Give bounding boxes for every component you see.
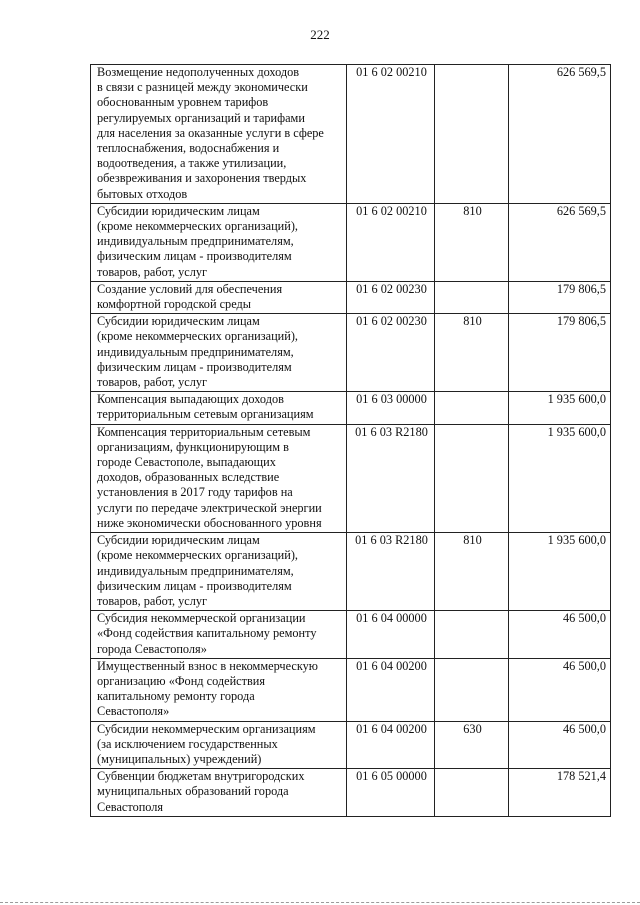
row-amount: 46 500,0 [509, 611, 611, 659]
row-code: 01 6 05 00000 [347, 769, 435, 817]
row-amount: 626 569,5 [509, 65, 611, 204]
row-code: 01 6 04 00200 [347, 721, 435, 769]
row-code: 01 6 03 R2180 [347, 533, 435, 611]
row-expense-type [435, 281, 509, 313]
row-amount: 179 806,5 [509, 314, 611, 392]
row-code: 01 6 02 00230 [347, 314, 435, 392]
row-name: Создание условий для обеспечения комфортной городской среды [91, 281, 347, 313]
row-code: 01 6 03 00000 [347, 392, 435, 424]
row-amount: 179 806,5 [509, 281, 611, 313]
page-bottom-divider [0, 902, 640, 903]
table-row [91, 769, 611, 817]
table-row [91, 533, 611, 611]
row-name: Имущественный взнос в некоммерческую организацию «Фонд содействия капитальному ремонту города Севастополя» [91, 658, 347, 721]
row-code: 01 6 02 00230 [347, 281, 435, 313]
table-row [91, 65, 611, 204]
row-expense-type [435, 392, 509, 424]
row-expense-type [435, 658, 509, 721]
table-row [91, 314, 611, 392]
row-amount: 626 569,5 [509, 203, 611, 281]
table-row [91, 392, 611, 424]
row-expense-type: 630 [435, 721, 509, 769]
row-expense-type [435, 65, 509, 204]
row-name: Субсидии юридическим лицам (кроме некоммерческих организаций), индивидуальным предпринимателям, физическим лицам - производителям товаров, работ, услуг [91, 314, 347, 392]
row-amount: 1 935 600,0 [509, 424, 611, 532]
row-name: Компенсация территориальным сетевым организациям, функционирующим в городе Севастополе, выпадающих доходов, образованных вследствие установления в 2017 году тарифов на услуги по передаче электрической энергии ниже экономически обоснованного уровня [91, 424, 347, 532]
row-amount: 1 935 600,0 [509, 533, 611, 611]
row-expense-type: 810 [435, 314, 509, 392]
row-code: 01 6 03 R2180 [347, 424, 435, 532]
row-name: Компенсация выпадающих доходов территориальным сетевым организациям [91, 392, 347, 424]
row-name: Возмещение недополученных доходов в связи с разницей между экономически обоснованным уровнем тарифов регулируемых организаций и тарифами для населения за оказанные услуги в сфере теплоснабжения, водоснабжения и водоотведения, а также утилизации, обезвреживания и захоронения твердых бытовых отходов [91, 65, 347, 204]
row-amount: 1 935 600,0 [509, 392, 611, 424]
row-expense-type: 810 [435, 533, 509, 611]
row-name: Субсидия некоммерческой организации «Фонд содействия капитальному ремонту города Севастополя» [91, 611, 347, 659]
row-name: Субсидии юридическим лицам (кроме некоммерческих организаций), индивидуальным предпринимателям, физическим лицам - производителям товаров, работ, услуг [91, 533, 347, 611]
page-number: 222 [310, 27, 330, 42]
table-row [91, 658, 611, 721]
row-amount: 46 500,0 [509, 658, 611, 721]
row-amount: 178 521,4 [509, 769, 611, 817]
row-name: Субвенции бюджетам внутригородских муниципальных образований города Севастополя [91, 769, 347, 817]
row-code: 01 6 04 00000 [347, 611, 435, 659]
row-amount: 46 500,0 [509, 721, 611, 769]
table-row [91, 611, 611, 659]
budget-table [90, 64, 611, 817]
row-code: 01 6 02 00210 [347, 65, 435, 204]
row-name: Субсидии юридическим лицам (кроме некоммерческих организаций), индивидуальным предпринимателям, физическим лицам - производителям товаров, работ, услуг [91, 203, 347, 281]
row-expense-type: 810 [435, 203, 509, 281]
table-row [91, 281, 611, 313]
table-row [91, 424, 611, 532]
row-expense-type [435, 611, 509, 659]
table-row [91, 203, 611, 281]
table-row [91, 721, 611, 769]
row-name: Субсидии некоммерческим организациям (за исключением государственных (муниципальных) учреждений) [91, 721, 347, 769]
row-expense-type [435, 424, 509, 532]
row-expense-type [435, 769, 509, 817]
row-code: 01 6 02 00210 [347, 203, 435, 281]
row-code: 01 6 04 00200 [347, 658, 435, 721]
